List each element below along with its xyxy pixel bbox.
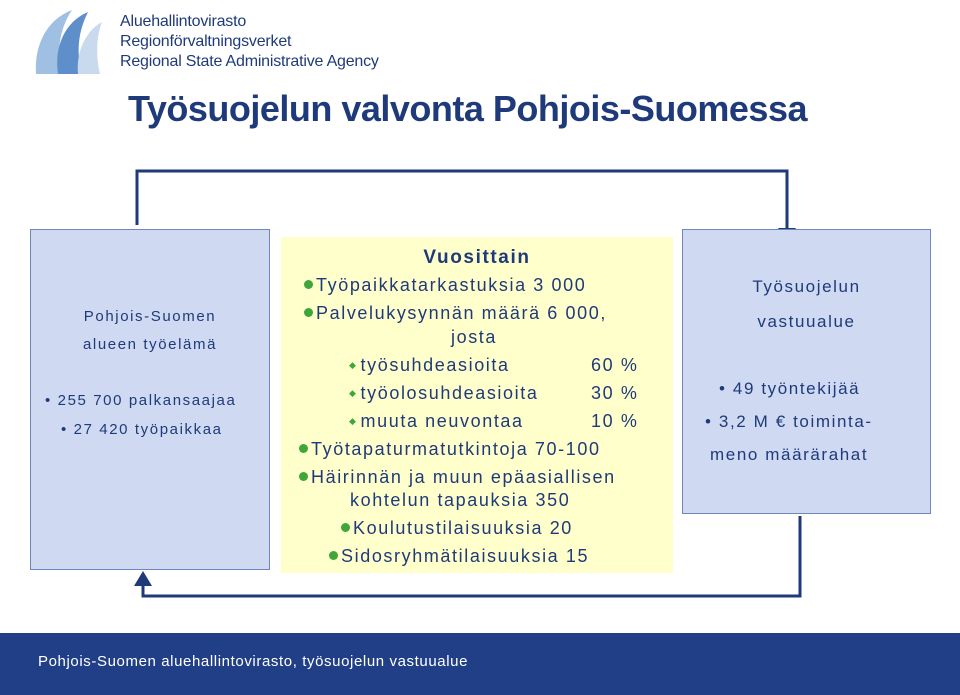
- responsibility-area-box: [682, 229, 931, 514]
- working-life-box: [30, 229, 270, 570]
- service-demand-text-2: josta: [451, 327, 498, 347]
- sub-item-label: muuta neuvontaa: [360, 411, 524, 431]
- stakeholder-item: [329, 546, 589, 567]
- working-life-heading-1: Pohjois-Suomen: [83, 308, 217, 325]
- training-item: [341, 518, 573, 539]
- footer-text: Pohjois-Suomen aluehallintovirasto, työsuojelun vastuualue: [38, 653, 469, 670]
- budget-text: 3,2 M € toiminta-: [718, 412, 873, 431]
- sub-item-employment: [349, 355, 510, 376]
- service-demand-text: Palvelukysynnän määrä 6 000,: [316, 303, 607, 323]
- green-bullet-icon: [329, 551, 338, 560]
- budget-text-2: meno määrärahat: [710, 445, 869, 464]
- page-title: Työsuojelun valvonta Pohjois-Suomessa: [128, 88, 807, 129]
- accidents-text: Työtapaturmatutkintoja 70-100: [311, 439, 601, 459]
- sub-item-value: 10 %: [591, 411, 639, 431]
- bullet-icon: •: [719, 379, 727, 398]
- employees-item: [719, 379, 860, 399]
- agency-name-en: Regional State Administrative Agency: [120, 53, 379, 70]
- workplaces-item: [61, 421, 223, 438]
- training-text: Koulutustilaisuuksia 20: [353, 518, 573, 538]
- working-life-heading-2: alueen työelämä: [82, 336, 218, 353]
- green-bullet-icon: [299, 444, 308, 453]
- workplaces-count: 27 420 työpaikkaa: [73, 421, 223, 438]
- staff-count: 49 työntekijää: [732, 379, 861, 398]
- harassment-text-2: kohtelun tapauksia 350: [350, 490, 571, 510]
- stakeholder-text: Sidosryhmätilaisuuksia 15: [341, 546, 590, 566]
- annual-activities-box: [281, 237, 673, 573]
- agency-name-sv: Regionförvaltningsverket: [120, 33, 292, 50]
- diamond-bullet-icon: ◆: [349, 388, 358, 398]
- annual-heading: Vuosittain: [423, 247, 531, 268]
- harassment-item: [299, 467, 616, 488]
- employees-item: [45, 392, 236, 409]
- sub-item-label: työsuhdeasioita: [360, 355, 510, 375]
- responsibility-heading-1: Työsuojelun: [752, 277, 861, 296]
- green-bullet-icon: [304, 308, 313, 317]
- budget-item: [705, 412, 873, 432]
- green-bullet-icon: [304, 280, 313, 289]
- sub-item-advice: [349, 411, 524, 432]
- agency-name-fi: Aluehallintovirasto: [120, 13, 247, 30]
- sub-item-value: 60 %: [591, 355, 639, 375]
- green-bullet-icon: [299, 472, 308, 481]
- accidents-item: [299, 439, 601, 460]
- diamond-bullet-icon: ◆: [349, 360, 358, 370]
- service-demand-item: [304, 303, 607, 324]
- top-connector-line: [137, 171, 787, 232]
- sub-item-value: 30 %: [591, 383, 639, 403]
- employees-count: 255 700 palkansaajaa: [57, 392, 237, 409]
- sub-item-conditions: [349, 383, 538, 404]
- sub-item-label: työolosuhdeasioita: [360, 383, 539, 403]
- harassment-text: Häirinnän ja muun epäasiallisen: [311, 467, 616, 487]
- responsibility-heading-2: vastuualue: [757, 312, 856, 331]
- diamond-bullet-icon: ◆: [349, 416, 358, 426]
- green-bullet-icon: [341, 523, 350, 532]
- bullet-icon: •: [705, 412, 713, 431]
- bullet-icon: •: [45, 392, 52, 409]
- bottom-arrow-head-icon: [134, 571, 152, 586]
- bullet-icon: •: [61, 421, 68, 438]
- footer-bar: [0, 633, 960, 695]
- inspections-item: [304, 275, 586, 296]
- inspections-text: Työpaikkatarkastuksia 3 000: [316, 275, 587, 295]
